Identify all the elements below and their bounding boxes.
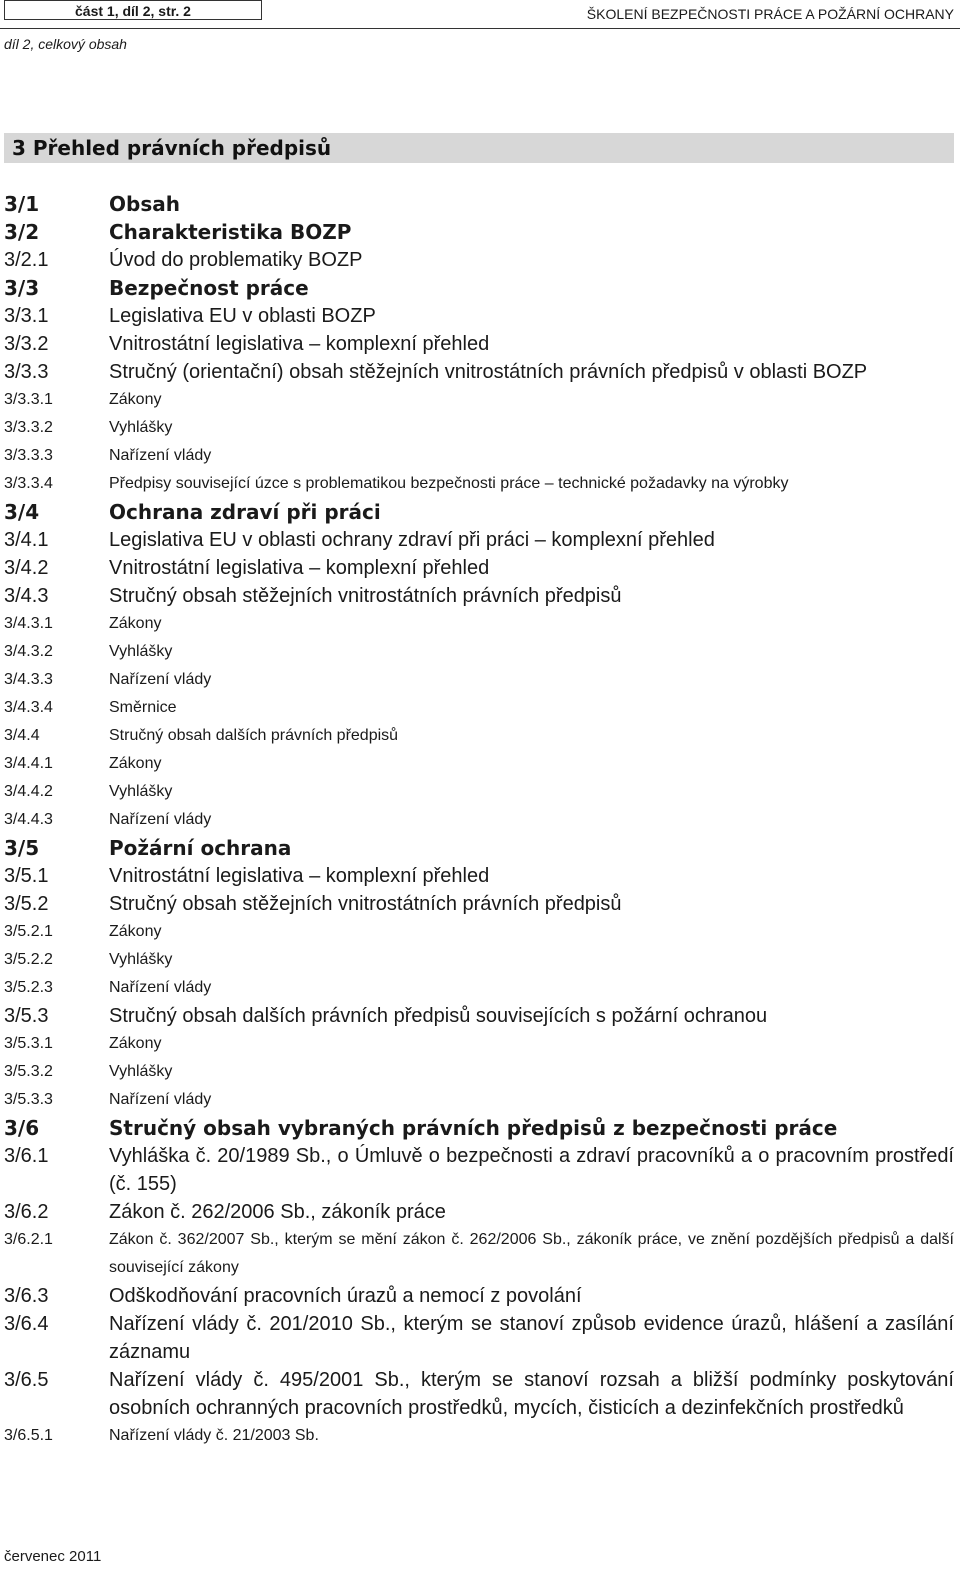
toc-number: 3/6.5.1 (4, 1427, 53, 1444)
toc-number: 3/4.3.3 (4, 671, 53, 688)
toc-entry-text: Obsah (109, 192, 180, 216)
toc-number: 3/4.1 (4, 529, 49, 551)
document-title: ŠKOLENÍ BEZPEČNOSTI PRÁCE A POŽÁRNÍ OCHRANY (586, 6, 954, 22)
toc-number: 3/5.2 (4, 893, 49, 915)
toc-row (4, 1198, 954, 1226)
toc-number: 3/5.2.1 (4, 923, 53, 940)
toc-number: 3/5.3.3 (4, 1091, 53, 1108)
toc-number: 3/4.2 (4, 557, 49, 579)
toc-entry-text: Zákon č. 362/2007 Sb., kterým se mění zákon č. 262/2006 Sb., zákoník práce, ve znění pozdějších předpisů a další související zákony (109, 1231, 954, 1276)
toc-row (4, 946, 954, 974)
toc-entry-text: Vyhlášky (109, 951, 173, 968)
toc-row (4, 778, 954, 806)
toc-number: 3/4.4 (4, 727, 40, 744)
toc-number: 3/6 (4, 1116, 40, 1140)
toc-row (4, 834, 954, 862)
toc-entry-text: Vyhláška č. 20/1989 Sb., o Úmluvě o bezpečnosti a zdraví pracovníků a o pracovním prostředí (č. 155) (109, 1145, 954, 1195)
table-of-contents (4, 190, 954, 1450)
toc-row (4, 694, 954, 722)
toc-row (4, 498, 954, 526)
toc-row (4, 1086, 954, 1114)
toc-row (4, 190, 954, 218)
toc-number: 3/4.3.1 (4, 615, 53, 632)
toc-row (4, 358, 954, 386)
toc-row (4, 1030, 954, 1058)
toc-row (4, 666, 954, 694)
toc-row (4, 722, 954, 750)
toc-number: 3/5.1 (4, 865, 49, 887)
toc-entry-text: Nařízení vlády č. 21/2003 Sb. (109, 1427, 319, 1444)
toc-row (4, 274, 954, 302)
toc-row (4, 414, 954, 442)
header-divider (0, 28, 960, 29)
toc-entry-text: Odškodňování pracovních úrazů a nemocí z povolání (109, 1285, 582, 1307)
toc-row (4, 918, 954, 946)
toc-row (4, 442, 954, 470)
toc-entry-text: Nařízení vlády (109, 1091, 212, 1108)
toc-entry-text: Stručný obsah dalších právních předpisů souvisejících s požární ochranou (109, 1005, 768, 1027)
toc-number: 3/5.3.2 (4, 1063, 53, 1080)
toc-number: 3/4.4.2 (4, 783, 53, 800)
toc-entry-text: Nařízení vlády č. 495/2001 Sb., kterým se stanoví rozsah a bližší podmínky poskytování osobních ochranných pracovních prostředků, mycích, čisticích a dezinfekčních prostředků (109, 1369, 954, 1419)
toc-number: 3/2 (4, 220, 40, 244)
toc-number: 3/6.1 (4, 1145, 49, 1167)
toc-row (4, 1142, 954, 1198)
footer-date: červenec 2011 (4, 1548, 102, 1565)
toc-number: 3/6.2.1 (4, 1231, 53, 1248)
toc-number: 3/3.3.3 (4, 447, 53, 464)
toc-number: 3/5.2.3 (4, 979, 53, 996)
toc-entry-text: Zákon č. 262/2006 Sb., zákoník práce (109, 1201, 446, 1223)
toc-row (4, 1282, 954, 1310)
toc-row (4, 750, 954, 778)
toc-entry-text: Vyhlášky (109, 419, 173, 436)
toc-number: 3/3 (4, 276, 40, 300)
toc-entry-text: Bezpečnost práce (109, 276, 309, 300)
toc-row (4, 1114, 954, 1142)
toc-number: 3/5.2.2 (4, 951, 53, 968)
toc-entry-text: Úvod do problematiky BOZP (109, 249, 363, 271)
toc-number: 3/3.3.1 (4, 391, 53, 408)
toc-number: 3/3.1 (4, 305, 49, 327)
toc-row (4, 890, 954, 918)
toc-number: 3/2.1 (4, 249, 49, 271)
toc-entry-text: Směrnice (109, 699, 177, 716)
toc-entry-text: Nařízení vlády (109, 671, 212, 688)
toc-entry-text: Charakteristika BOZP (109, 220, 352, 244)
toc-entry-text: Vyhlášky (109, 1063, 173, 1080)
toc-entry-text: Stručný obsah stěžejních vnitrostátních právních předpisů (109, 893, 622, 915)
toc-entry-text: Stručný obsah dalších právních předpisů (109, 727, 399, 744)
toc-entry-text: Zákony (109, 923, 162, 940)
toc-row (4, 218, 954, 246)
toc-number: 3/5.3 (4, 1005, 49, 1027)
toc-entry-text: Zákony (109, 391, 162, 408)
toc-row (4, 330, 954, 358)
toc-entry-text: Legislativa EU v oblasti BOZP (109, 305, 376, 327)
toc-row (4, 386, 954, 414)
toc-entry-text: Zákony (109, 755, 162, 772)
toc-entry-text: Legislativa EU v oblasti ochrany zdraví při práci – komplexní přehled (109, 529, 715, 551)
toc-row (4, 582, 954, 610)
toc-number: 3/1 (4, 192, 40, 216)
toc-number: 3/6.4 (4, 1313, 49, 1335)
section-title: 3 Přehled právních předpisů (4, 133, 954, 163)
toc-entry-text: Nařízení vlády (109, 979, 212, 996)
toc-entry-text: Stručný obsah vybraných právních předpisů z bezpečnosti práce (109, 1116, 838, 1140)
toc-entry-text: Vyhlášky (109, 783, 173, 800)
toc-entry-text: Ochrana zdraví při práci (109, 500, 381, 524)
part-label: část 1, díl 2, str. 2 (4, 0, 262, 20)
toc-entry-text: Stručný (orientační) obsah stěžejních vnitrostátních právních předpisů v oblasti BOZP (109, 361, 868, 383)
toc-row (4, 806, 954, 834)
toc-row (4, 470, 954, 498)
toc-number: 3/5.3.1 (4, 1035, 53, 1052)
toc-row (4, 1310, 954, 1366)
toc-entry-text: Požární ochrana (109, 836, 292, 860)
toc-number: 3/4.3 (4, 585, 49, 607)
document-subtitle: díl 2, celkový obsah (4, 36, 127, 52)
toc-entry-text: Stručný obsah stěžejních vnitrostátních právních předpisů (109, 585, 622, 607)
toc-number: 3/5 (4, 836, 40, 860)
toc-row (4, 554, 954, 582)
toc-row (4, 1366, 954, 1422)
toc-entry-text: Vnitrostátní legislativa – komplexní přehled (109, 333, 490, 355)
toc-entry-text: Zákony (109, 1035, 162, 1052)
toc-number: 3/3.2 (4, 333, 49, 355)
toc-number: 3/4.4.3 (4, 811, 53, 828)
toc-entry-text: Vyhlášky (109, 643, 173, 660)
toc-row (4, 1422, 954, 1450)
toc-row (4, 1058, 954, 1086)
toc-number: 3/6.3 (4, 1285, 49, 1307)
toc-row (4, 302, 954, 330)
toc-entry-text: Předpisy související úzce s problematikou bezpečnosti práce – technické požadavky na výrobky (109, 475, 789, 492)
toc-entry-text: Zákony (109, 615, 162, 632)
toc-number: 3/3.3.2 (4, 419, 53, 436)
toc-row (4, 1226, 954, 1282)
toc-entry-text: Vnitrostátní legislativa – komplexní přehled (109, 865, 490, 887)
toc-row (4, 862, 954, 890)
toc-number: 3/4.4.1 (4, 755, 53, 772)
toc-number: 3/4.3.4 (4, 699, 53, 716)
toc-number: 3/4 (4, 500, 40, 524)
toc-row (4, 526, 954, 554)
toc-row (4, 1002, 954, 1030)
toc-number: 3/3.3 (4, 361, 49, 383)
toc-number: 3/6.5 (4, 1369, 49, 1391)
toc-entry-text: Nařízení vlády (109, 811, 212, 828)
toc-entry-text: Vnitrostátní legislativa – komplexní přehled (109, 557, 490, 579)
toc-row (4, 610, 954, 638)
toc-entry-text: Nařízení vlády (109, 447, 212, 464)
toc-number: 3/3.3.4 (4, 475, 53, 492)
toc-number: 3/6.2 (4, 1201, 49, 1223)
toc-number: 3/4.3.2 (4, 643, 53, 660)
toc-row (4, 638, 954, 666)
toc-entry-text: Nařízení vlády č. 201/2010 Sb., kterým se stanoví způsob evidence úrazů, hlášení a zasílání záznamu (109, 1313, 954, 1363)
toc-row (4, 974, 954, 1002)
toc-row (4, 246, 954, 274)
